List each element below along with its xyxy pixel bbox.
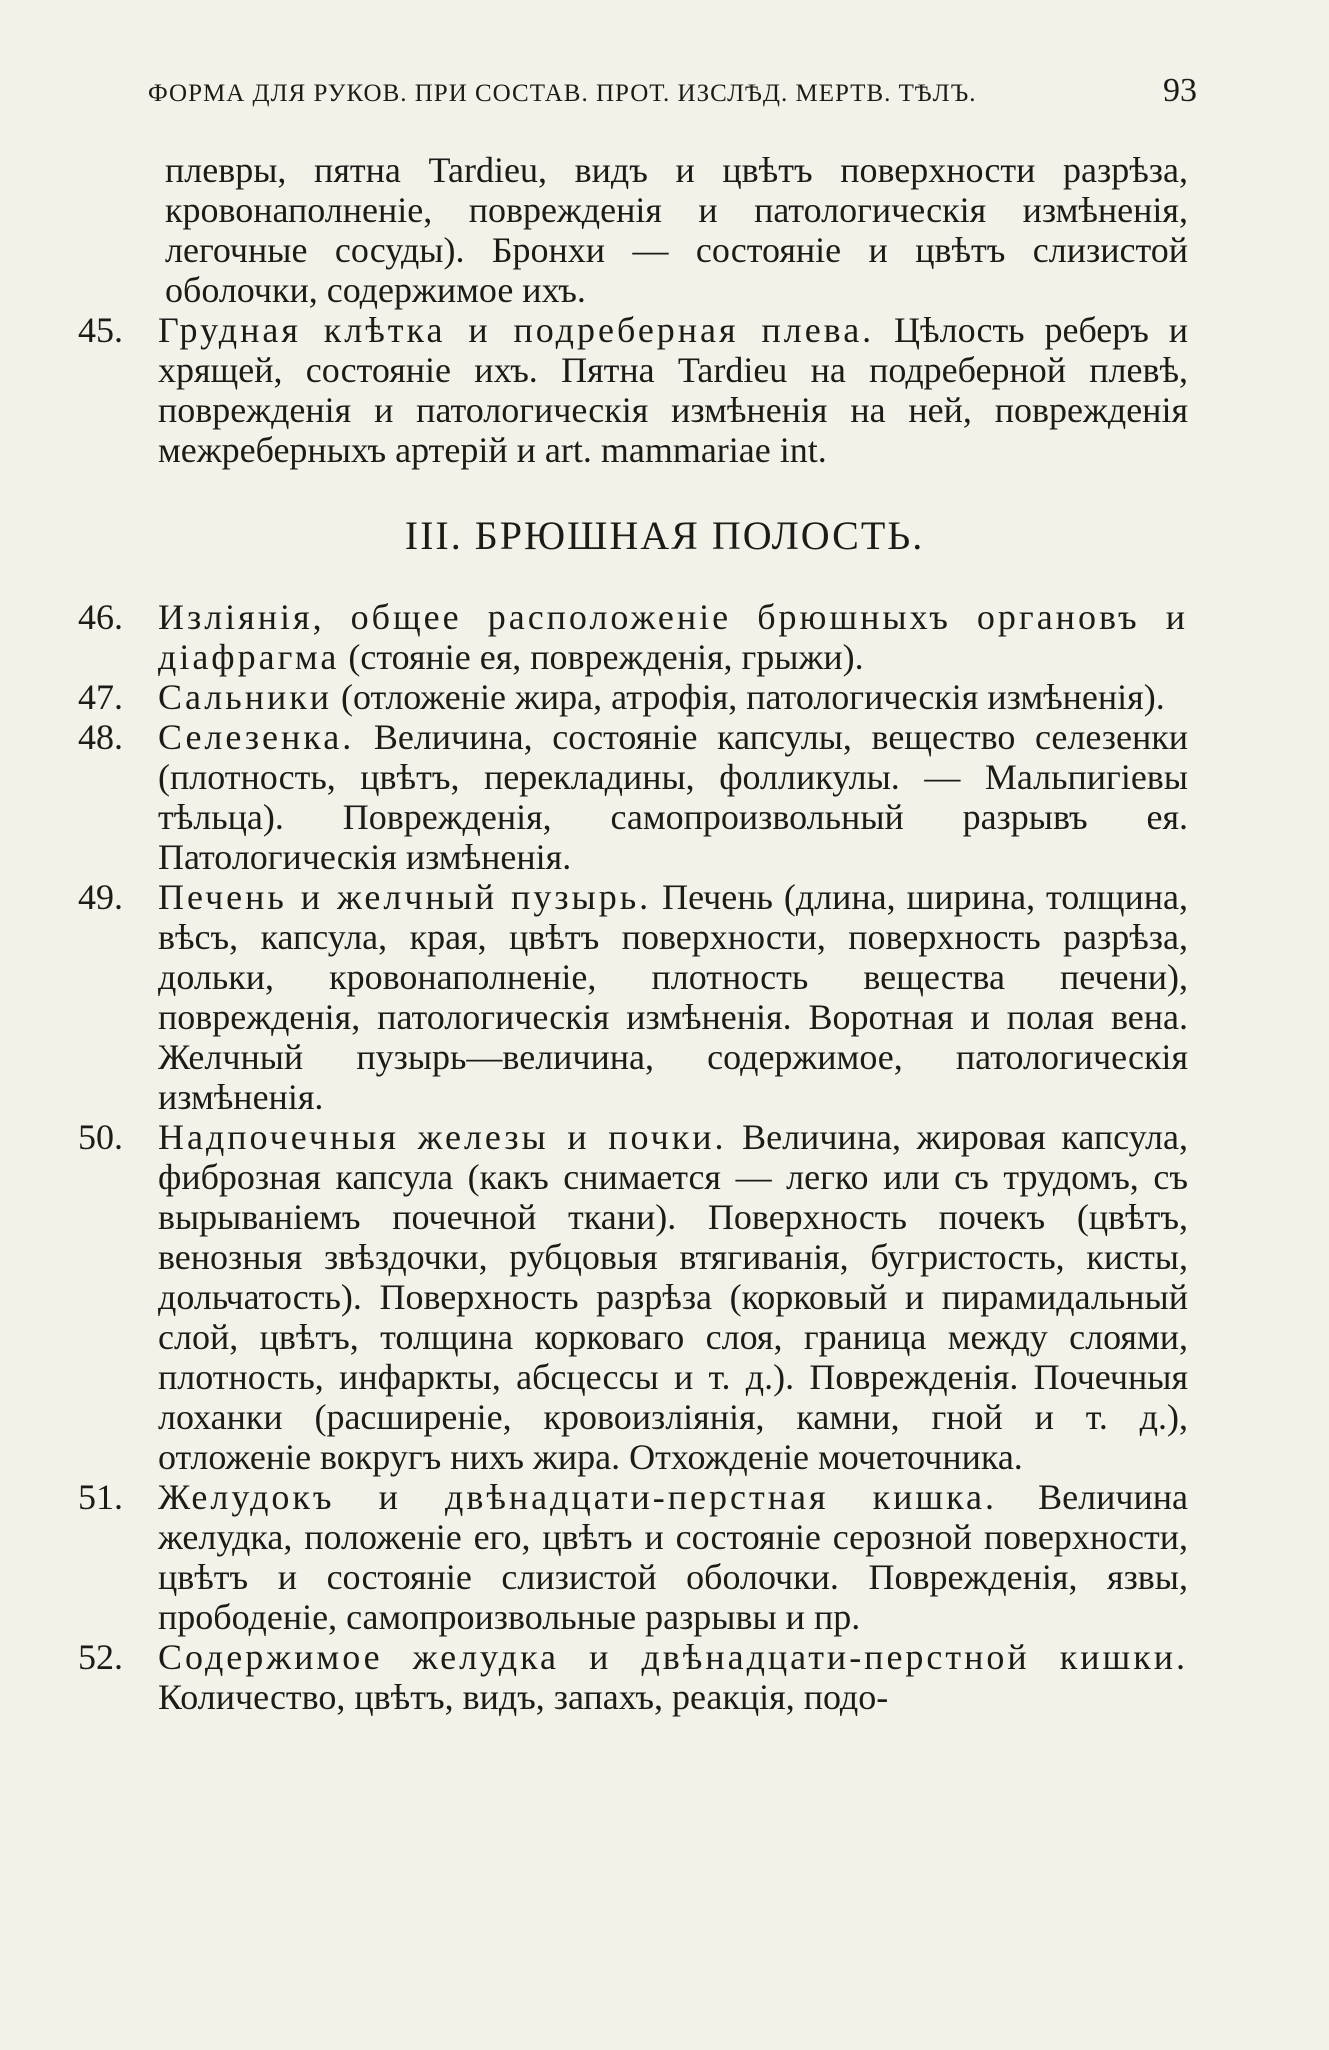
entry-number: 45. [78,310,123,350]
running-head-title: ФОРМА ДЛЯ РУКОВ. ПРИ СОСТАВ. ПРОТ. ИЗСЛѢД. МЕРТВ. ТѢЛЪ. [148,80,977,107]
page-body [0,150,1329,1717]
entry-heading: Сальники [158,677,332,717]
entry-text [158,1637,1188,1717]
entry-body: Величина, жировая капсула, фиброзная капсула (какъ снимается — легко или съ трудомъ, съ вырываніемъ почечной ткани). Поверхность почекъ (цвѣтъ, венозныя звѣздочки, рубцовыя втягиванія, бугристость, кисты, дольчатость). Поверхность разрѣза (корковый и пирамидальный слой, цвѣтъ, толщина корковаго слоя, граница между слоями, плотность, инфаркты, абсцессы и т. д.). Поврежденія. Почечныя лоханки (расширеніе, кровоизліянія, камни, гной и т. д.), отложеніе вокругъ нихъ жира. Отхожденіе мочеточника. [158,1117,1188,1477]
entries-list-abdomen [0,597,1329,1717]
entry-heading: Изліянія, общее расположеніе брюшныхъ органовъ и діафрагма [158,597,1188,677]
entry-heading: Печень и желчный пузырь. [158,877,652,917]
entry-number: 49. [78,877,123,917]
running-header [148,72,1197,122]
entry-number: 48. [78,717,123,757]
entry-text [158,1117,1188,1477]
numbered-entry [0,597,1329,677]
entry-text [158,310,1188,470]
numbered-entry [0,1117,1329,1477]
entry-text [158,717,1188,877]
entry-heading: Содержимое желудка и двѣнадцати-перстной кишки. [158,1637,1188,1677]
entry-body: Величина желудка, положеніе его, цвѣтъ и состояніе серозной поверхности, цвѣтъ и состояніе слизистой оболочки. Поврежденія, язвы, прободеніе, самопроизвольные разрывы и пр. [158,1477,1189,1637]
entry-body: Печень (длина, ширина, толщина, вѣсъ, капсула, края, цвѣтъ поверхности, поверхность разрѣза, дольки, кровонаполненіе, плотность вещества печени), поврежденія, патологическія измѣненія. Воротная и полая вена. Желчный пузырь—величина, содержимое, патологическія измѣненія. [158,877,1188,1117]
entry-body: Величина, состояніе капсулы, вещество селезенки (плотность, цвѣтъ, перекладины, фолликулы. — Мальпигіевы тѣльца). Поврежденія, самопроизвольный разрывъ ея. Патологическія измѣненія. [158,717,1188,877]
entry-body: (отложеніе жира, атрофія, патологическія измѣненія). [331,677,1165,717]
entries-list-thorax [0,310,1329,470]
entry-text [158,677,1188,717]
entry-number: 51. [78,1477,123,1517]
entry-heading: Желудокъ и двѣнадцати-перстная кишка. [158,1477,998,1517]
entry-heading: Селезенка. [158,717,355,757]
section-heading: III. БРЮШНАЯ ПОЛОСТЬ. [404,513,925,558]
entry-number: 47. [78,677,123,717]
entry-number: 50. [78,1117,123,1157]
numbered-entry [0,1477,1329,1637]
entry-text [158,1477,1188,1637]
entry-body: (стояніе ея, поврежденія, грыжи). [339,637,864,677]
page-number: 93 [1163,72,1197,109]
entry-text [158,597,1188,677]
numbered-entry [0,717,1329,877]
entry-heading: Грудная клѣтка и подреберная плева. [158,310,875,350]
numbered-entry [0,310,1329,470]
numbered-entry [0,1637,1329,1717]
entry-body: Цѣлость реберъ и хрящей, состояніе ихъ. Пятна Tardieu на подреберной плевѣ, поврежденія и патологическія измѣненія на ней, поврежденія межреберныхъ артерій и art. mammariae int. [158,310,1189,470]
entry-number: 52. [78,1637,123,1677]
numbered-entry [0,877,1329,1117]
continued-paragraph [0,150,1329,310]
entry-text [158,877,1188,1117]
numbered-entry [0,677,1329,717]
continued-paragraph-text: плевры, пятна Tardieu, видъ и цвѣтъ поверхности разрѣза, кровонаполненіе, поврежденія и патологическія измѣненія, легочные сосуды). Бронхи — состояніе и цвѣтъ слизистой оболочки, содержимое ихъ. [165,150,1188,310]
entry-heading: Надпочечныя железы и почки. [158,1117,727,1157]
entry-body: Количество, цвѣтъ, видъ, запахъ, реакція, подо- [158,1677,889,1717]
entry-number: 46. [78,597,123,637]
